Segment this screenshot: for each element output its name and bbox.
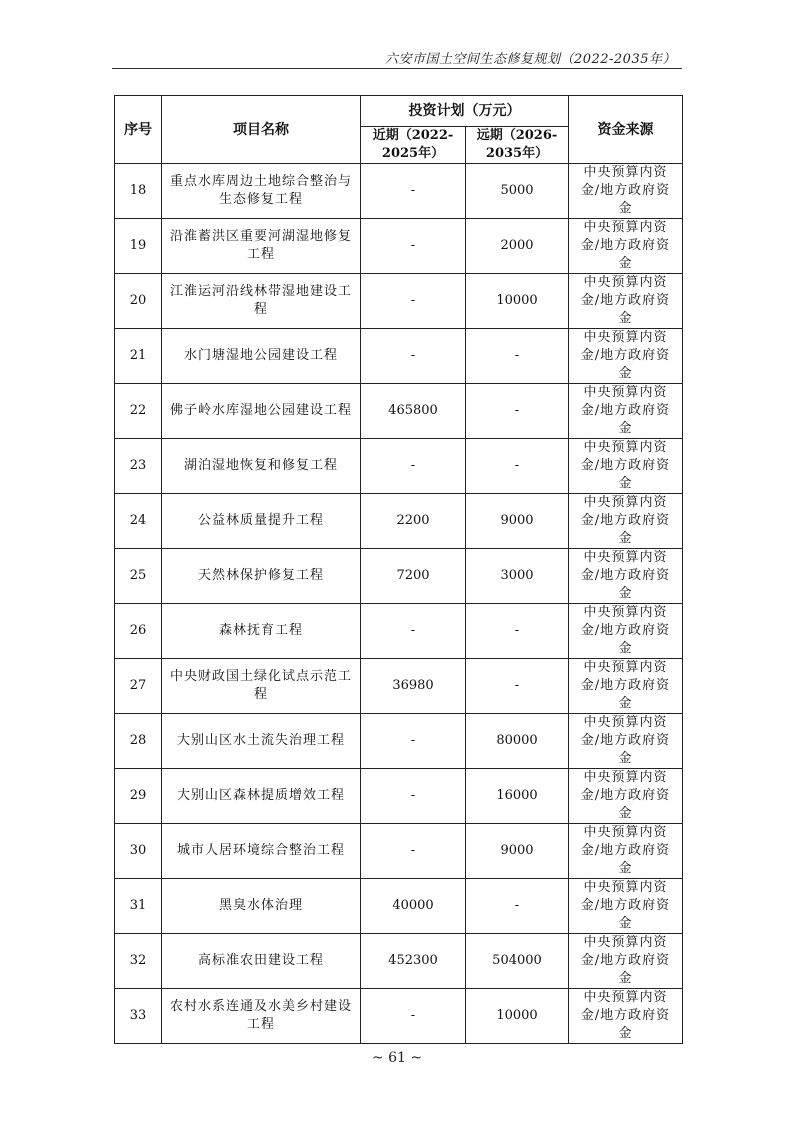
row-project-name: 天然林保护修复工程 (162, 549, 361, 604)
row-funding-source: 中央预算内资金/地方政府资金 (569, 934, 683, 989)
row-funding-source: 中央预算内资金/地方政府资金 (569, 659, 683, 714)
document-header-title: 六安市国土空间生态修复规划（2022-2035年） (384, 52, 676, 67)
row-funding-source: 中央预算内资金/地方政府资金 (569, 219, 683, 274)
row-project-name: 农村水系连通及水美乡村建设工程 (162, 989, 361, 1044)
row-near-term-amount: - (361, 824, 466, 879)
row-funding-source: 中央预算内资金/地方政府资金 (569, 604, 683, 659)
row-long-term-amount: - (466, 879, 569, 934)
row-funding-source: 中央预算内资金/地方政府资金 (569, 824, 683, 879)
row-funding-source: 中央预算内资金/地方政府资金 (569, 164, 683, 219)
row-long-term-amount: 5000 (466, 164, 569, 219)
row-index: 33 (115, 989, 162, 1044)
row-near-term-amount: - (361, 439, 466, 494)
row-near-term-amount: 2200 (361, 494, 466, 549)
row-index: 21 (115, 329, 162, 384)
investment-plan-table (114, 95, 683, 1044)
row-funding-source: 中央预算内资金/地方政府资金 (569, 769, 683, 824)
row-long-term-amount: 2000 (466, 219, 569, 274)
row-project-name: 中央财政国土绿化试点示范工程 (162, 659, 361, 714)
row-project-name: 高标准农田建设工程 (162, 934, 361, 989)
row-project-name: 大别山区森林提质增效工程 (162, 769, 361, 824)
row-index: 31 (115, 879, 162, 934)
table-row (115, 769, 683, 824)
table-header-row (115, 96, 683, 127)
table-row (115, 384, 683, 439)
row-project-name: 重点水库周边土地综合整治与生态修复工程 (162, 164, 361, 219)
header-project-name: 项目名称 (162, 96, 361, 164)
row-project-name: 大别山区水土流失治理工程 (162, 714, 361, 769)
row-long-term-amount: - (466, 384, 569, 439)
row-project-name: 公益林质量提升工程 (162, 494, 361, 549)
row-near-term-amount: - (361, 769, 466, 824)
row-funding-source: 中央预算内资金/地方政府资金 (569, 274, 683, 329)
table-row (115, 329, 683, 384)
row-long-term-amount: 3000 (466, 549, 569, 604)
row-index: 24 (115, 494, 162, 549)
table-row (115, 164, 683, 219)
row-funding-source: 中央预算内资金/地方政府资金 (569, 879, 683, 934)
header-long-term: 远期（2026-2035年） (466, 127, 569, 164)
row-project-name: 佛子岭水库湿地公园建设工程 (162, 384, 361, 439)
table-row (115, 604, 683, 659)
row-index: 22 (115, 384, 162, 439)
row-near-term-amount: 40000 (361, 879, 466, 934)
table-row (115, 439, 683, 494)
row-near-term-amount: 36980 (361, 659, 466, 714)
row-near-term-amount: 465800 (361, 384, 466, 439)
row-index: 30 (115, 824, 162, 879)
row-funding-source: 中央预算内资金/地方政府资金 (569, 549, 683, 604)
row-index: 19 (115, 219, 162, 274)
row-project-name: 湖泊湿地恢复和修复工程 (162, 439, 361, 494)
row-funding-source: 中央预算内资金/地方政府资金 (569, 384, 683, 439)
row-long-term-amount: 504000 (466, 934, 569, 989)
table-row (115, 659, 683, 714)
row-long-term-amount: 16000 (466, 769, 569, 824)
page-number: ~ 61 ~ (371, 1050, 423, 1066)
header-investment-plan: 投资计划（万元） (361, 96, 569, 127)
table-row (115, 274, 683, 329)
table-row (115, 824, 683, 879)
table-row (115, 714, 683, 769)
table-row (115, 494, 683, 549)
row-index: 18 (115, 164, 162, 219)
row-index: 32 (115, 934, 162, 989)
table-row (115, 934, 683, 989)
row-long-term-amount: 9000 (466, 824, 569, 879)
row-project-name: 森林抚育工程 (162, 604, 361, 659)
row-funding-source: 中央预算内资金/地方政府资金 (569, 494, 683, 549)
row-project-name: 水门塘湿地公园建设工程 (162, 329, 361, 384)
row-index: 26 (115, 604, 162, 659)
row-near-term-amount: 7200 (361, 549, 466, 604)
row-project-name: 江淮运河沿线林带湿地建设工程 (162, 274, 361, 329)
row-funding-source: 中央预算内资金/地方政府资金 (569, 329, 683, 384)
row-project-name: 黑臭水体治理 (162, 879, 361, 934)
row-near-term-amount: 452300 (361, 934, 466, 989)
row-index: 25 (115, 549, 162, 604)
row-index: 23 (115, 439, 162, 494)
row-near-term-amount: - (361, 274, 466, 329)
row-long-term-amount: 10000 (466, 274, 569, 329)
header-near-term: 近期（2022-2025年） (361, 127, 466, 164)
row-long-term-amount: - (466, 659, 569, 714)
row-near-term-amount: - (361, 219, 466, 274)
row-project-name: 城市人居环境综合整治工程 (162, 824, 361, 879)
header-rule (112, 68, 682, 69)
row-project-name: 沿淮蓄洪区重要河湖湿地修复工程 (162, 219, 361, 274)
row-near-term-amount: - (361, 329, 466, 384)
table-row (115, 879, 683, 934)
row-long-term-amount: 9000 (466, 494, 569, 549)
row-long-term-amount: - (466, 439, 569, 494)
header-index: 序号 (115, 96, 162, 164)
row-funding-source: 中央预算内资金/地方政府资金 (569, 989, 683, 1044)
row-funding-source: 中央预算内资金/地方政府资金 (569, 714, 683, 769)
row-index: 28 (115, 714, 162, 769)
header-funding-source: 资金来源 (569, 96, 683, 164)
row-near-term-amount: - (361, 989, 466, 1044)
row-index: 20 (115, 274, 162, 329)
row-long-term-amount: - (466, 604, 569, 659)
table-row (115, 989, 683, 1044)
row-index: 27 (115, 659, 162, 714)
row-long-term-amount: 80000 (466, 714, 569, 769)
row-near-term-amount: - (361, 714, 466, 769)
row-funding-source: 中央预算内资金/地方政府资金 (569, 439, 683, 494)
table-row (115, 219, 683, 274)
table-body (115, 164, 683, 1044)
row-long-term-amount: - (466, 329, 569, 384)
row-index: 29 (115, 769, 162, 824)
table-row (115, 549, 683, 604)
row-long-term-amount: 10000 (466, 989, 569, 1044)
row-near-term-amount: - (361, 604, 466, 659)
row-near-term-amount: - (361, 164, 466, 219)
